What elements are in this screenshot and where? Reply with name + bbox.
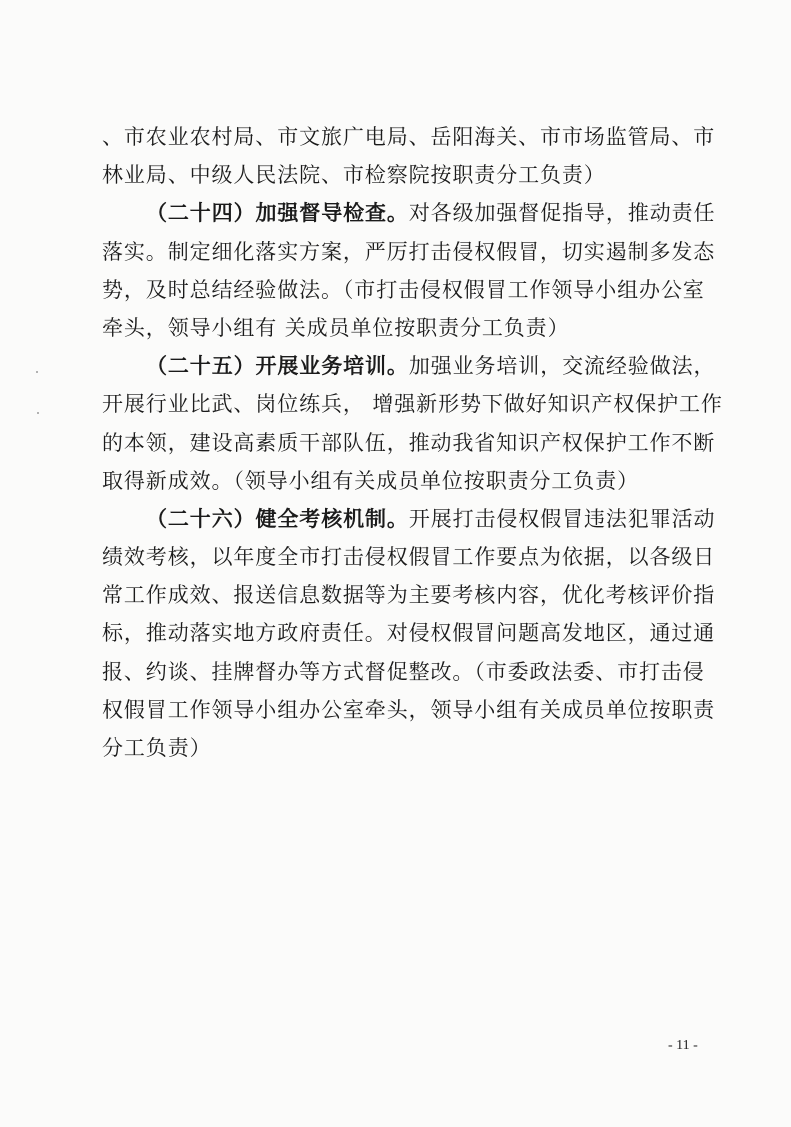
section-heading: （二十六）健全考核机制。: [146, 506, 409, 531]
text-line: 标，推动落实地方政府责任。对侵权假冒问题高发地区，通过通: [102, 621, 716, 646]
text-line: 取得新成效。（领导小组有关成员单位按职责分工负责）: [102, 468, 639, 493]
text-line: 势，及时总结经验做法。（市打击侵权假冒工作领导小组办公室: [102, 277, 705, 302]
text-line: 绩效考核，以年度全市打击侵权假冒工作要点为依据，以各级日: [102, 545, 716, 570]
paragraph-26: [102, 500, 716, 767]
text-line: [102, 194, 716, 232]
text-line: [102, 347, 716, 385]
text-line: 的本领，建设高素质干部队伍，推动我省知识产权保护工作不断: [102, 430, 716, 455]
scan-speck: [37, 412, 39, 414]
section-heading: （二十五）开展业务培训。: [146, 354, 409, 379]
text-line: 落实。制定细化落实方案，严厉打击侵权假冒，切实遏制多发态: [102, 239, 716, 264]
text-line: 常工作成效、报送信息数据等为主要考核内容，优化考核评价指: [102, 583, 716, 608]
text-line: [102, 500, 716, 538]
text-run: 加强业务培训，交流经验做法，: [408, 354, 716, 379]
text-line: 林业局、中级人民法院、市检察院按职责分工负责）: [102, 163, 606, 188]
paragraph-25: [102, 347, 723, 500]
text-line: 开展行业比武、岗位练兵， 增强新形势下做好知识产权保护工作: [102, 392, 723, 417]
page-number: - 11 -: [668, 1038, 698, 1053]
paragraph-continuation: [102, 118, 716, 194]
text-line: 权假冒工作领导小组办公室牵头，领导小组有关成员单位按职责: [102, 697, 716, 722]
document-body: [102, 118, 723, 767]
scan-speck: [36, 371, 38, 373]
section-heading: （二十四）加强督导检查。: [146, 201, 409, 226]
text-run: 对各级加强督促指导，推动责任: [408, 201, 716, 226]
text-line: 、市农业农村局、市文旅广电局、岳阳海关、市市场监管局、市: [102, 125, 716, 149]
text-line: 报、约谈、挂牌督办等方式督促整改。（市委政法委、市打击侵: [102, 659, 705, 684]
text-line: 牵头，领导小组有 关成员单位按职责分工负责）: [102, 315, 570, 340]
text-line: 分工负责）: [102, 736, 212, 760]
text-run: 开展打击侵权假冒违法犯罪活动: [408, 506, 716, 531]
paragraph-24: [102, 194, 716, 347]
